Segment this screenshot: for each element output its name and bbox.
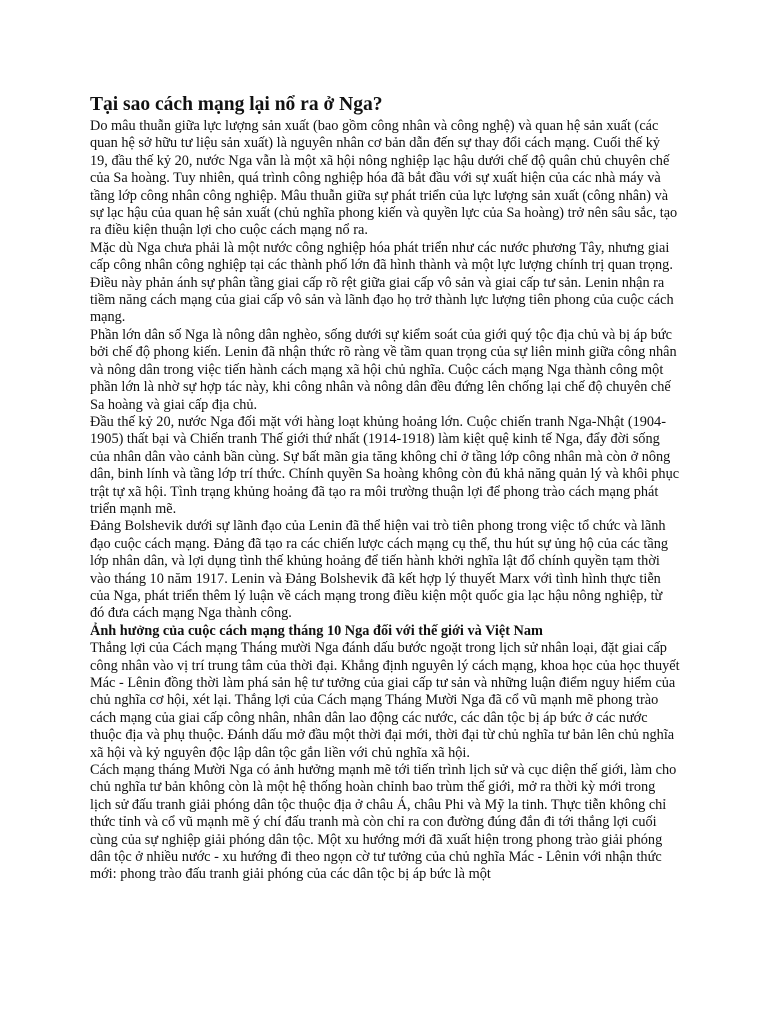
- paragraph-4: Đầu thế kỷ 20, nước Nga đối mặt với hàng loạt khủng hoảng lớn. Cuộc chiến tranh Nga-Nhật (1904-1905) thất bại và Chiến tranh Thế giới thứ nhất (1914-1918) làm kiệt quệ kinh tế Nga, đẩy đời sống của nhân dân vào cảnh bần cùng. Sự bất mãn gia tăng không chỉ ở tầng lớp công nhân mà còn ở nông dân, binh lính và tầng lớp trí thức. Chính quyền Sa hoàng không còn đủ khả năng quản lý và khôi phục trật tự xã hội. Tình trạng khủng hoảng đã tạo ra môi trường thuận lợi để phong trào cách mạng phát triển mạnh mẽ.: [90, 413, 680, 517]
- paragraph-7: Cách mạng tháng Mười Nga có ảnh hưởng mạnh mẽ tới tiến trình lịch sử và cục diện thế giới, làm cho chủ nghĩa tư bản không còn là một hệ thống hoàn chỉnh bao trùm thế giới, mở ra thời kỳ mới trong lịch sử đấu tranh giải phóng dân tộc thuộc địa ở châu Á, châu Phi và Mỹ la tinh. Thực tiễn không chỉ thức tỉnh và cổ vũ mạnh mẽ ý chí đấu tranh mà còn chỉ ra con đường đúng đắn đi tới thắng lợi cuối cùng của sự nghiệp giải phóng dân tộc. Một xu hướng mới đã xuất hiện trong phong trào giải phóng dân tộc ở nhiều nước - xu hướng đi theo ngọn cờ tư tưởng của chủ nghĩa Mác - Lênin với nhận thức mới: phong trào đấu tranh giải phóng của các dân tộc bị áp bức là một: [90, 762, 677, 883]
- document-title: Tại sao cách mạng lại nổ ra ở Nga?: [90, 94, 383, 115]
- document-page: [90, 93, 680, 884]
- paragraph-1: Do mâu thuẫn giữa lực lượng sản xuất (bao gồm công nhân và công nghệ) và quan hệ sản xuất (các quan hệ sở hữu tư liệu sản xuất) là nguyên nhân cơ bản dẫn đến sự thay đổi cách mạng. Cuối thế kỷ 19, đầu thế kỷ 20, nước Nga vẫn là một xã hội nông nghiệp lạc hậu dưới chế độ quân chủ chuyên chế của Sa hoàng. Tuy nhiên, quá trình công nghiệp hóa đã bắt đầu với sự xuất hiện của các nhà máy và tầng lớp công nhân công nghiệp. Mâu thuẫn giữa sự phát triển của lực lượng sản xuất (công nhân) và sự lạc hậu của quan hệ sản xuất (chủ nghĩa phong kiến và quyền lực của Sa hoàng) trở nên sâu sắc, tạo ra điều kiện thuận lợi cho cuộc cách mạng nổ ra.: [90, 118, 678, 239]
- paragraph-2: Mặc dù Nga chưa phải là một nước công nghiệp hóa phát triển như các nước phương Tây, nhưng giai cấp công nhân công nghiệp tại các thành phố lớn đã hình thành và một lực lượng chính trị quan trọng. Điều này phản ánh sự phân tầng giai cấp rõ rệt giữa giai cấp vô sản và giai cấp tư sản. Lenin nhận ra tiềm năng cách mạng của giai cấp vô sản và lãnh đạo họ trở thành lực lượng tiên phong của cuộc cách mạng.: [90, 239, 674, 326]
- section-subheading: Ảnh hưởng của cuộc cách mạng tháng 10 Nga đối với thế giới và Việt Nam: [90, 622, 543, 639]
- paragraph-5: Đảng Bolshevik dưới sự lãnh đạo của Lenin đã thể hiện vai trò tiên phong trong việc tổ chức và lãnh đạo cuộc cách mạng. Đảng đã tạo ra các chiến lược cách mạng cụ thể, thu hút sự ủng hộ của các tầng lớp nhân dân, và lợi dụng tình thế khủng hoảng để tiến hành khởi nghĩa lật đổ chính quyền tạm thời vào tháng 10 năm 1917. Lenin và Đảng Bolshevik đã kết hợp lý thuyết Marx với tình hình thực tiễn của Nga, phát triển thêm lý luận về cách mạng trong điều kiện một quốc gia lạc hậu nông nghiệp, từ đó đưa cách mạng Nga thành công.: [90, 518, 669, 622]
- paragraph-6: Thắng lợi của Cách mạng Tháng mười Nga đánh dấu bước ngoặt trong lịch sử nhân loại, đặt giai cấp công nhân vào vị trí trung tâm của thời đại. Khẳng định nguyên lý cách mạng, khoa học của học thuyết Mác - Lênin đồng thời làm phá sản hệ tư tưởng của giai cấp tư sản và những luận điểm nguy hiểm của chủ nghĩa cơ hội, xét lại. Thắng lợi của Cách mạng Tháng Mười Nga đã cổ vũ mạnh mẽ phong trào cách mạng của giai cấp công nhân, nhân dân lao động các nước, các dân tộc bị áp bức ở các nước thuộc địa và phụ thuộc. Đánh dấu mở đầu một thời đại mới, thời đại từ chủ nghĩa tư bản lên chủ nghĩa xã hội và kỷ nguyên độc lập dân tộc gắn liền với chủ nghĩa xã hội.: [90, 640, 680, 761]
- paragraph-3: Phần lớn dân số Nga là nông dân nghèo, sống dưới sự kiểm soát của giới quý tộc địa chủ và bị áp bức bởi chế độ phong kiến. Lenin đã nhận thức rõ ràng về tầm quan trọng của sự liên minh giữa công nhân và nông dân trong việc tiến hành cách mạng xã hội chủ nghĩa. Cuộc cách mạng Nga thành công một phần lớn là nhờ sự hợp tác này, khi công nhân và nông dân đều đứng lên chống lại chế độ chuyên chế Sa hoàng và giai cấp địa chủ.: [90, 326, 677, 413]
